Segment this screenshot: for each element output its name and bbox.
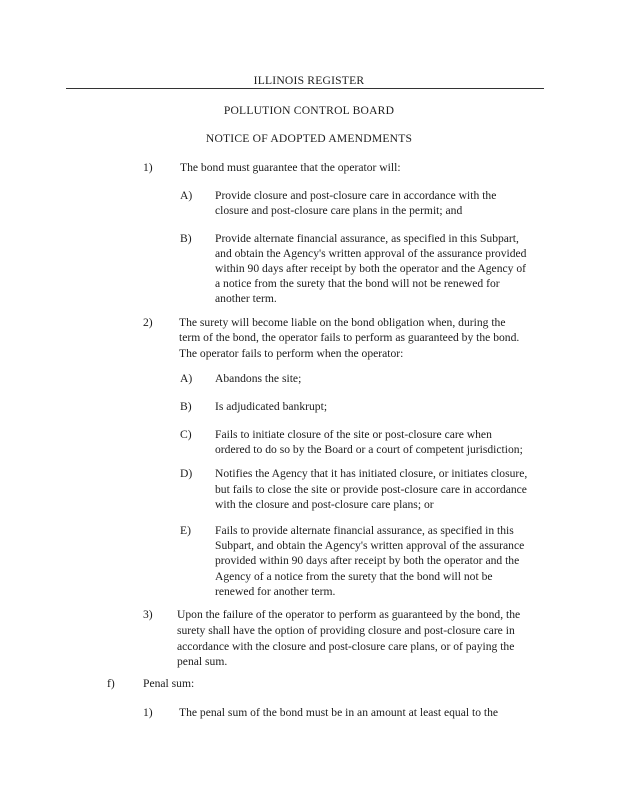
item-text: [215, 427, 523, 458]
item-text: [179, 315, 519, 361]
item-text: [177, 607, 520, 670]
text-line: term of the bond, the operator fails to perform as guaranteed by the bond.: [179, 331, 520, 345]
text-line: Abandons the site;: [215, 372, 302, 385]
text-line: The surety will become liable on the bond obligation when, during the: [179, 316, 506, 329]
text-line: Penal sum:: [143, 677, 195, 690]
text-line: ordered to do so by the Board or a court of competent jurisdiction;: [215, 443, 523, 457]
list-marker: C): [180, 428, 192, 441]
list-marker: 1): [143, 161, 153, 174]
register-title: ILLINOIS REGISTER: [253, 74, 365, 87]
text-line: Fails to provide alternate financial assurance, as specified in this: [215, 524, 514, 537]
text-line: penal sum.: [177, 655, 228, 669]
item-text: [215, 399, 327, 414]
item-text: [143, 676, 194, 691]
text-line: with the closure and post-closure care plans; or: [215, 498, 434, 512]
list-marker: E): [180, 524, 191, 537]
list-marker: B): [180, 400, 192, 413]
list-marker: 2): [143, 316, 153, 329]
text-line: accordance with the closure and post-closure care plans, or of paying the: [177, 639, 515, 653]
text-line: but fails to close the site or provide post-closure care in accordance: [215, 482, 527, 496]
text-line: and obtain the Agency's written approval of the assurance provided: [215, 247, 527, 260]
text-line: Is adjudicated bankrupt;: [215, 400, 328, 413]
list-marker: B): [180, 232, 192, 245]
text-line: Upon the failure of the operator to perform as guaranteed by the bond, the: [177, 608, 521, 621]
text-line: Subpart, and obtain the Agency's written approval of the assurance: [215, 539, 525, 553]
list-marker: f): [107, 677, 115, 690]
text-line: Provide alternate financial assurance, as specified in this Subpart,: [215, 232, 519, 245]
list-marker: 1): [143, 706, 153, 719]
text-line: The penal sum of the bond must be in an amount at least equal to the: [179, 706, 499, 719]
item-text: [180, 160, 401, 175]
text-line: surety shall have the option of providing closure and post-closure care in: [177, 623, 515, 637]
item-text: [215, 466, 527, 513]
item-text: [179, 705, 498, 720]
text-line: The bond must guarantee that the operator will:: [180, 161, 401, 174]
notice-title: NOTICE OF ADOPTED AMENDMENTS: [205, 132, 413, 145]
text-line: closure and post-closure care plans in the permit; and: [215, 204, 463, 218]
item-text: [215, 231, 526, 306]
list-marker: A): [180, 372, 193, 385]
text-line: Notifies the Agency that it has initiated closure, or initiates closure,: [215, 467, 528, 480]
header-rule: [66, 88, 544, 89]
item-text: [215, 523, 524, 599]
text-line: another term.: [215, 292, 277, 305]
text-line: Fails to initiate closure of the site or post-closure care when: [215, 428, 492, 441]
item-text: [215, 371, 301, 386]
text-line: within 90 days after receipt by both the operator and the Agency of: [215, 262, 526, 275]
list-marker: A): [180, 189, 193, 202]
text-line: a notice from the surety that the bond will not be renewed for: [215, 277, 500, 290]
text-line: provided within 90 days after receipt by both the operator and the: [215, 554, 520, 568]
item-text: [215, 188, 496, 218]
text-line: Provide closure and post-closure care in accordance with the: [215, 189, 497, 202]
list-marker: 3): [143, 608, 153, 621]
text-line: renewed for another term.: [215, 584, 336, 598]
text-line: The operator fails to perform when the operator:: [179, 346, 404, 360]
text-line: Agency of a notice from the surety that the bond will not be: [215, 569, 493, 583]
board-title: POLLUTION CONTROL BOARD: [223, 104, 395, 117]
list-marker: D): [180, 467, 193, 480]
